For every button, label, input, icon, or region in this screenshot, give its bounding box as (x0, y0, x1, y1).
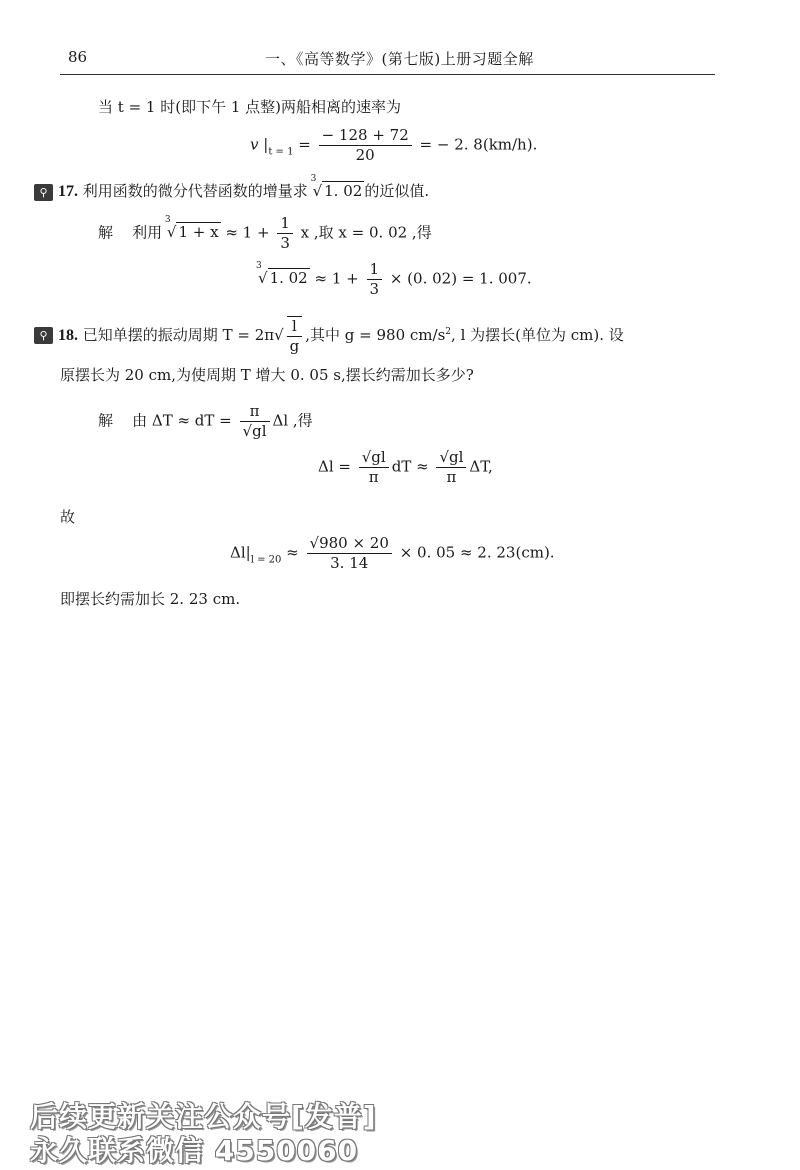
solution-18-eq1: Δl = $\frac{√gl}{\pi}$ dT ≈ $\frac{√gl}{\pi}$ ΔT, (318, 448, 493, 486)
problem-number: 18. (58, 326, 78, 344)
problem-number: 17. (58, 183, 78, 200)
problem-17 (34, 174, 430, 201)
cube-root: 3 √ 1 + x (164, 215, 219, 242)
one-third-fraction: $\frac{1}{3}$ (367, 260, 383, 299)
solution-18-eq2: $\Delta l|_{l = 20}$ ≈ $\frac{√980 \times 20}{3. 14}$ × 0. 05 ≈ 2. 23(cm). (230, 534, 555, 572)
eq-subscript: t = 1 (268, 146, 294, 158)
solution-17-line1: 解 利用 3 √ 1 + x ≈ 1 + $\frac{1}{3}$ x ,取 x = 0. 02 ,得 (98, 214, 432, 252)
cube-root: 3 √ 1. 02 (256, 261, 308, 288)
solution-text: 利用 (132, 223, 163, 242)
problem-18-line2: 原摆长为 20 cm,为使周期 T 增大 0. 05 s,摆长约需加长多少? (60, 366, 474, 384)
solution-label: 解 (98, 411, 114, 430)
solution-18-line1: 解 由 ΔT ≈ dT = $\frac{\pi}{√gl}$ Δl ,得 (98, 402, 313, 440)
fraction-numerator: − 128 + 72 (319, 126, 412, 146)
search-icon: ⚲ (34, 327, 53, 344)
conclusion: 即摆长约需加长 2. 23 cm. (60, 590, 241, 608)
running-title: 一、《高等数学》(第七版)上册习题全解 (265, 50, 534, 68)
eq-result: = − 2. 8(km/h). (419, 135, 538, 154)
fraction-denominator: 20 (355, 145, 375, 164)
therefore: 故 (60, 508, 76, 526)
l-over-g-fraction: $\frac{l}{g}$ (287, 316, 303, 356)
problem-text: 利用函数的微分代替函数的增量求 (82, 182, 308, 200)
page-number: 86 (68, 48, 88, 66)
eq-lhs: v (250, 135, 259, 154)
solution-17-result: 3 √ 1. 02 ≈ 1 + $\frac{1}{3}$ × (0. 02) = 1. 007. (256, 260, 532, 298)
page-header (60, 48, 715, 75)
problem-18: ⚲ 18. 已知单摆的振动周期 T = 2π√ $\frac{l}{g}$ ,其中 g = 980 $cm/s^2$, l 为摆长(单位为 cm). 设 (34, 316, 624, 356)
watermark: 后续更新关注公众号[发普] 永久联系微信 4550060 (30, 1100, 377, 1167)
solution-label: 解 (98, 223, 114, 242)
search-icon: ⚲ (34, 184, 53, 201)
velocity-fraction (319, 126, 412, 165)
velocity-equation: v $|_{t = 1}$ = $\frac{- 128 + 72}{20}$ = − 2. 8(km/h). (250, 126, 538, 164)
intro-text: 当 t = 1 时(即下午 1 点整)两船相离的速率为 (98, 98, 401, 116)
problem-text-tail: 的近似值. (364, 182, 430, 200)
one-third-fraction: $\frac{1}{3}$ (277, 214, 293, 253)
cube-root: 3 √ 1. 02 (310, 174, 363, 200)
pi-over-sqrt-gl: $\frac{\pi}{√gl}$ (240, 402, 270, 441)
